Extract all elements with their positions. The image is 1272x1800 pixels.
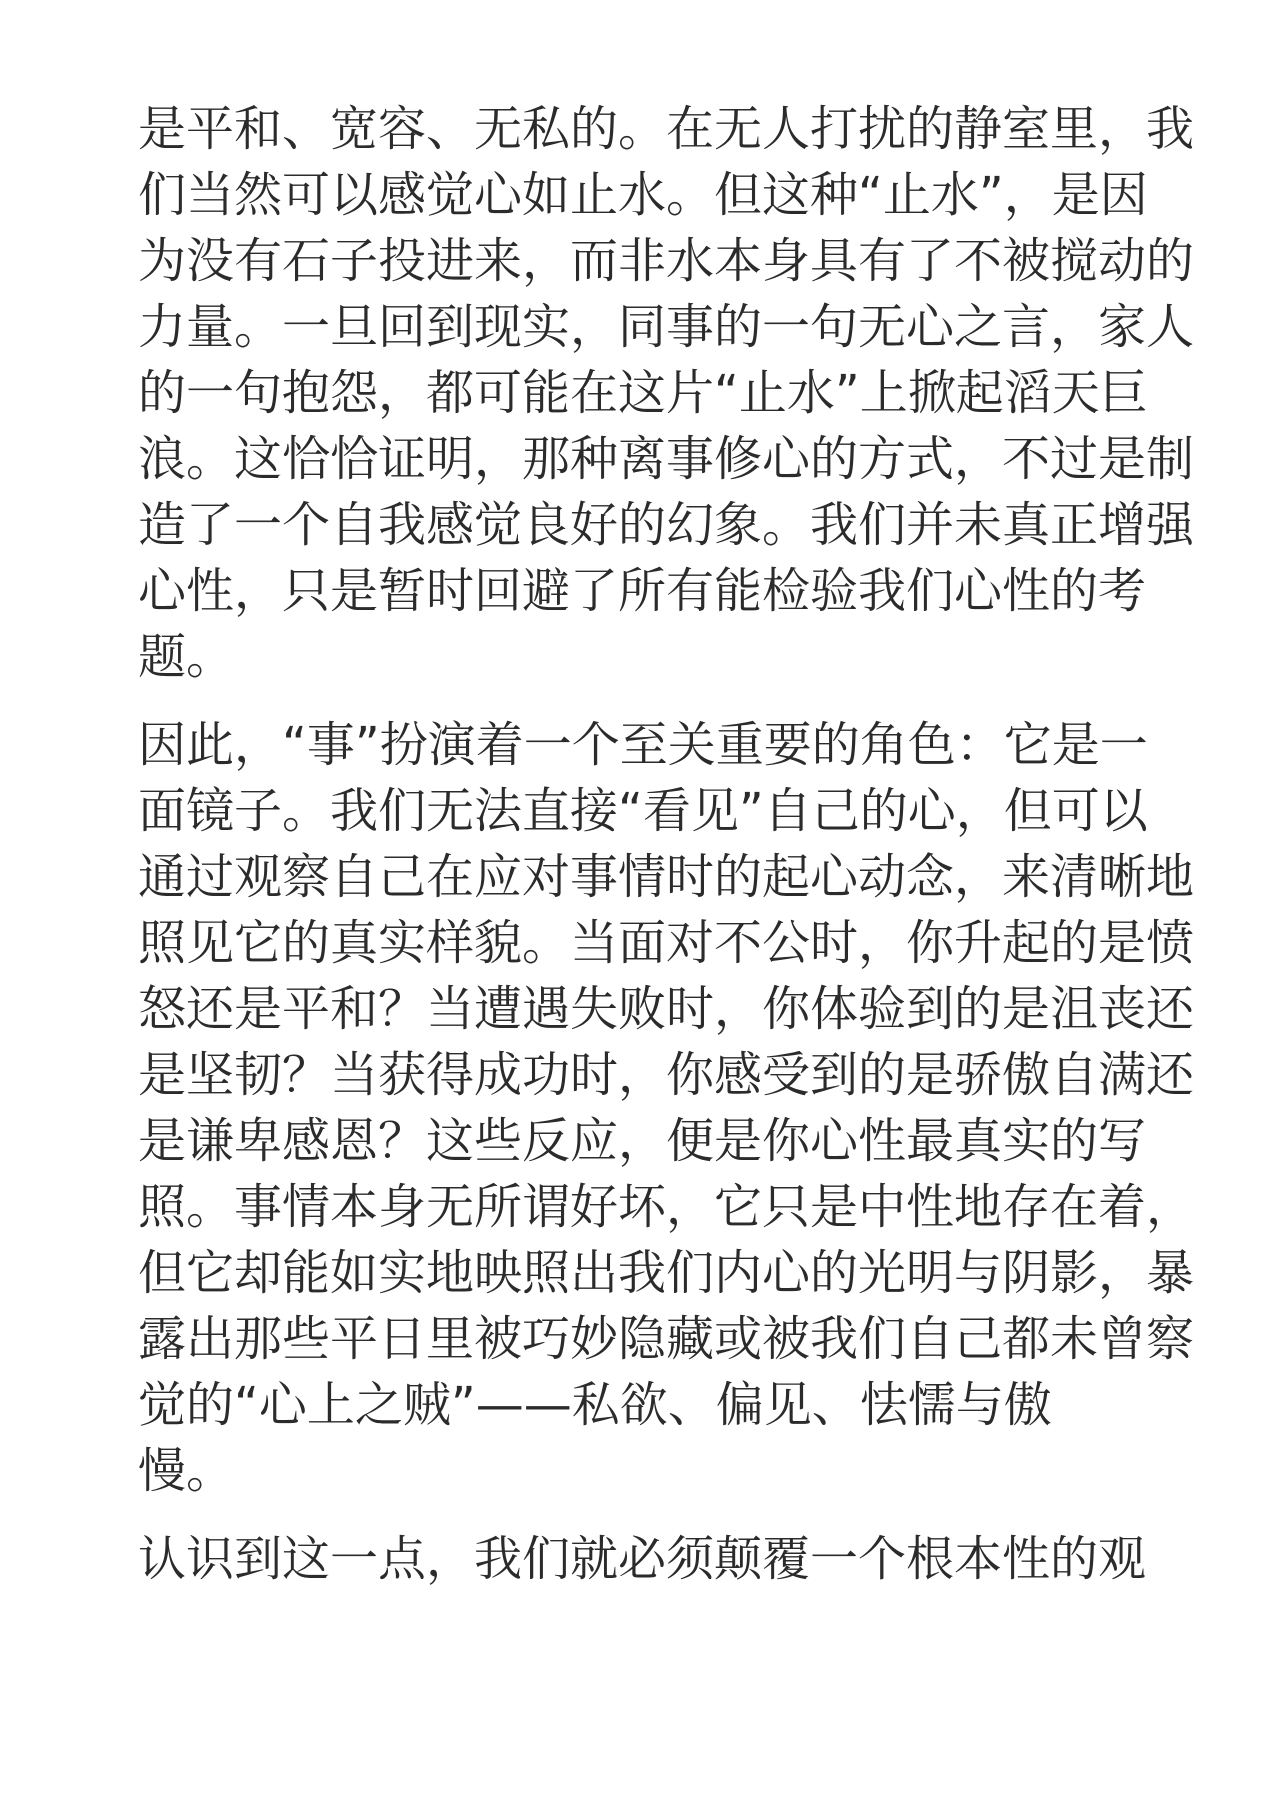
text-line: 的一句抱怨，都可能在这片“止水”上掀起滔天巨 <box>138 365 1148 421</box>
text-line: 照。事情本身无所谓好坏，它只是中性地存在着， <box>138 1179 1195 1235</box>
text-line: 通过观察自己在应对事情时的起心动念，来清晰地 <box>138 849 1195 905</box>
text-line: 是坚韧？当获得成功时，你感受到的是骄傲自满还 <box>138 1047 1195 1103</box>
text-line: 觉的“心上之贼”——私欲、偏见、怯懦与傲 <box>138 1377 1052 1433</box>
text-line: 力量。一旦回到现实，同事的一句无心之言，家人 <box>138 299 1195 355</box>
text-line: 心性，只是暂时回避了所有能检验我们心性的考 <box>138 563 1147 619</box>
text-line: 为没有石子投进来，而非水本身具有了不被搅动的 <box>138 233 1195 289</box>
text-line: 浪。这恰恰证明，那种离事修心的方式，不过是制 <box>138 431 1195 487</box>
text-line: 因此，“事”扮演着一个至关重要的角色：它是一 <box>138 717 1148 773</box>
article-body <box>138 96 1195 1614</box>
paragraph-2 <box>138 712 1195 1504</box>
text-line: 慢。 <box>138 1443 235 1499</box>
text-line: 认识到这一点，我们就必须颠覆一个根本性的观 <box>138 1531 1147 1587</box>
text-line: 面镜子。我们无法直接“看见”自己的心，但可以 <box>138 783 1148 839</box>
text-line: 是谦卑感恩？这些反应，便是你心性最真实的写 <box>138 1113 1147 1169</box>
text-line: 造了一个自我感觉良好的幻象。我们并未真正增强 <box>138 497 1195 553</box>
text-line: 照见它的真实样貌。当面对不公时，你升起的是愤 <box>138 915 1195 971</box>
paragraph-3 <box>138 1526 1147 1592</box>
text-line: 怒还是平和？当遭遇失败时，你体验到的是沮丧还 <box>138 981 1195 1037</box>
text-line: 们当然可以感觉心如止水。但这种“止水”，是因 <box>138 167 1148 223</box>
text-line: 露出那些平日里被巧妙隐藏或被我们自己都未曾察 <box>138 1311 1195 1367</box>
text-line: 题。 <box>138 629 235 685</box>
text-line: 是平和、宽容、无私的。在无人打扰的静室里，我 <box>138 101 1195 157</box>
paragraph-1 <box>138 96 1195 690</box>
text-line: 但它却能如实地映照出我们内心的光明与阴影，暴 <box>138 1245 1195 1301</box>
